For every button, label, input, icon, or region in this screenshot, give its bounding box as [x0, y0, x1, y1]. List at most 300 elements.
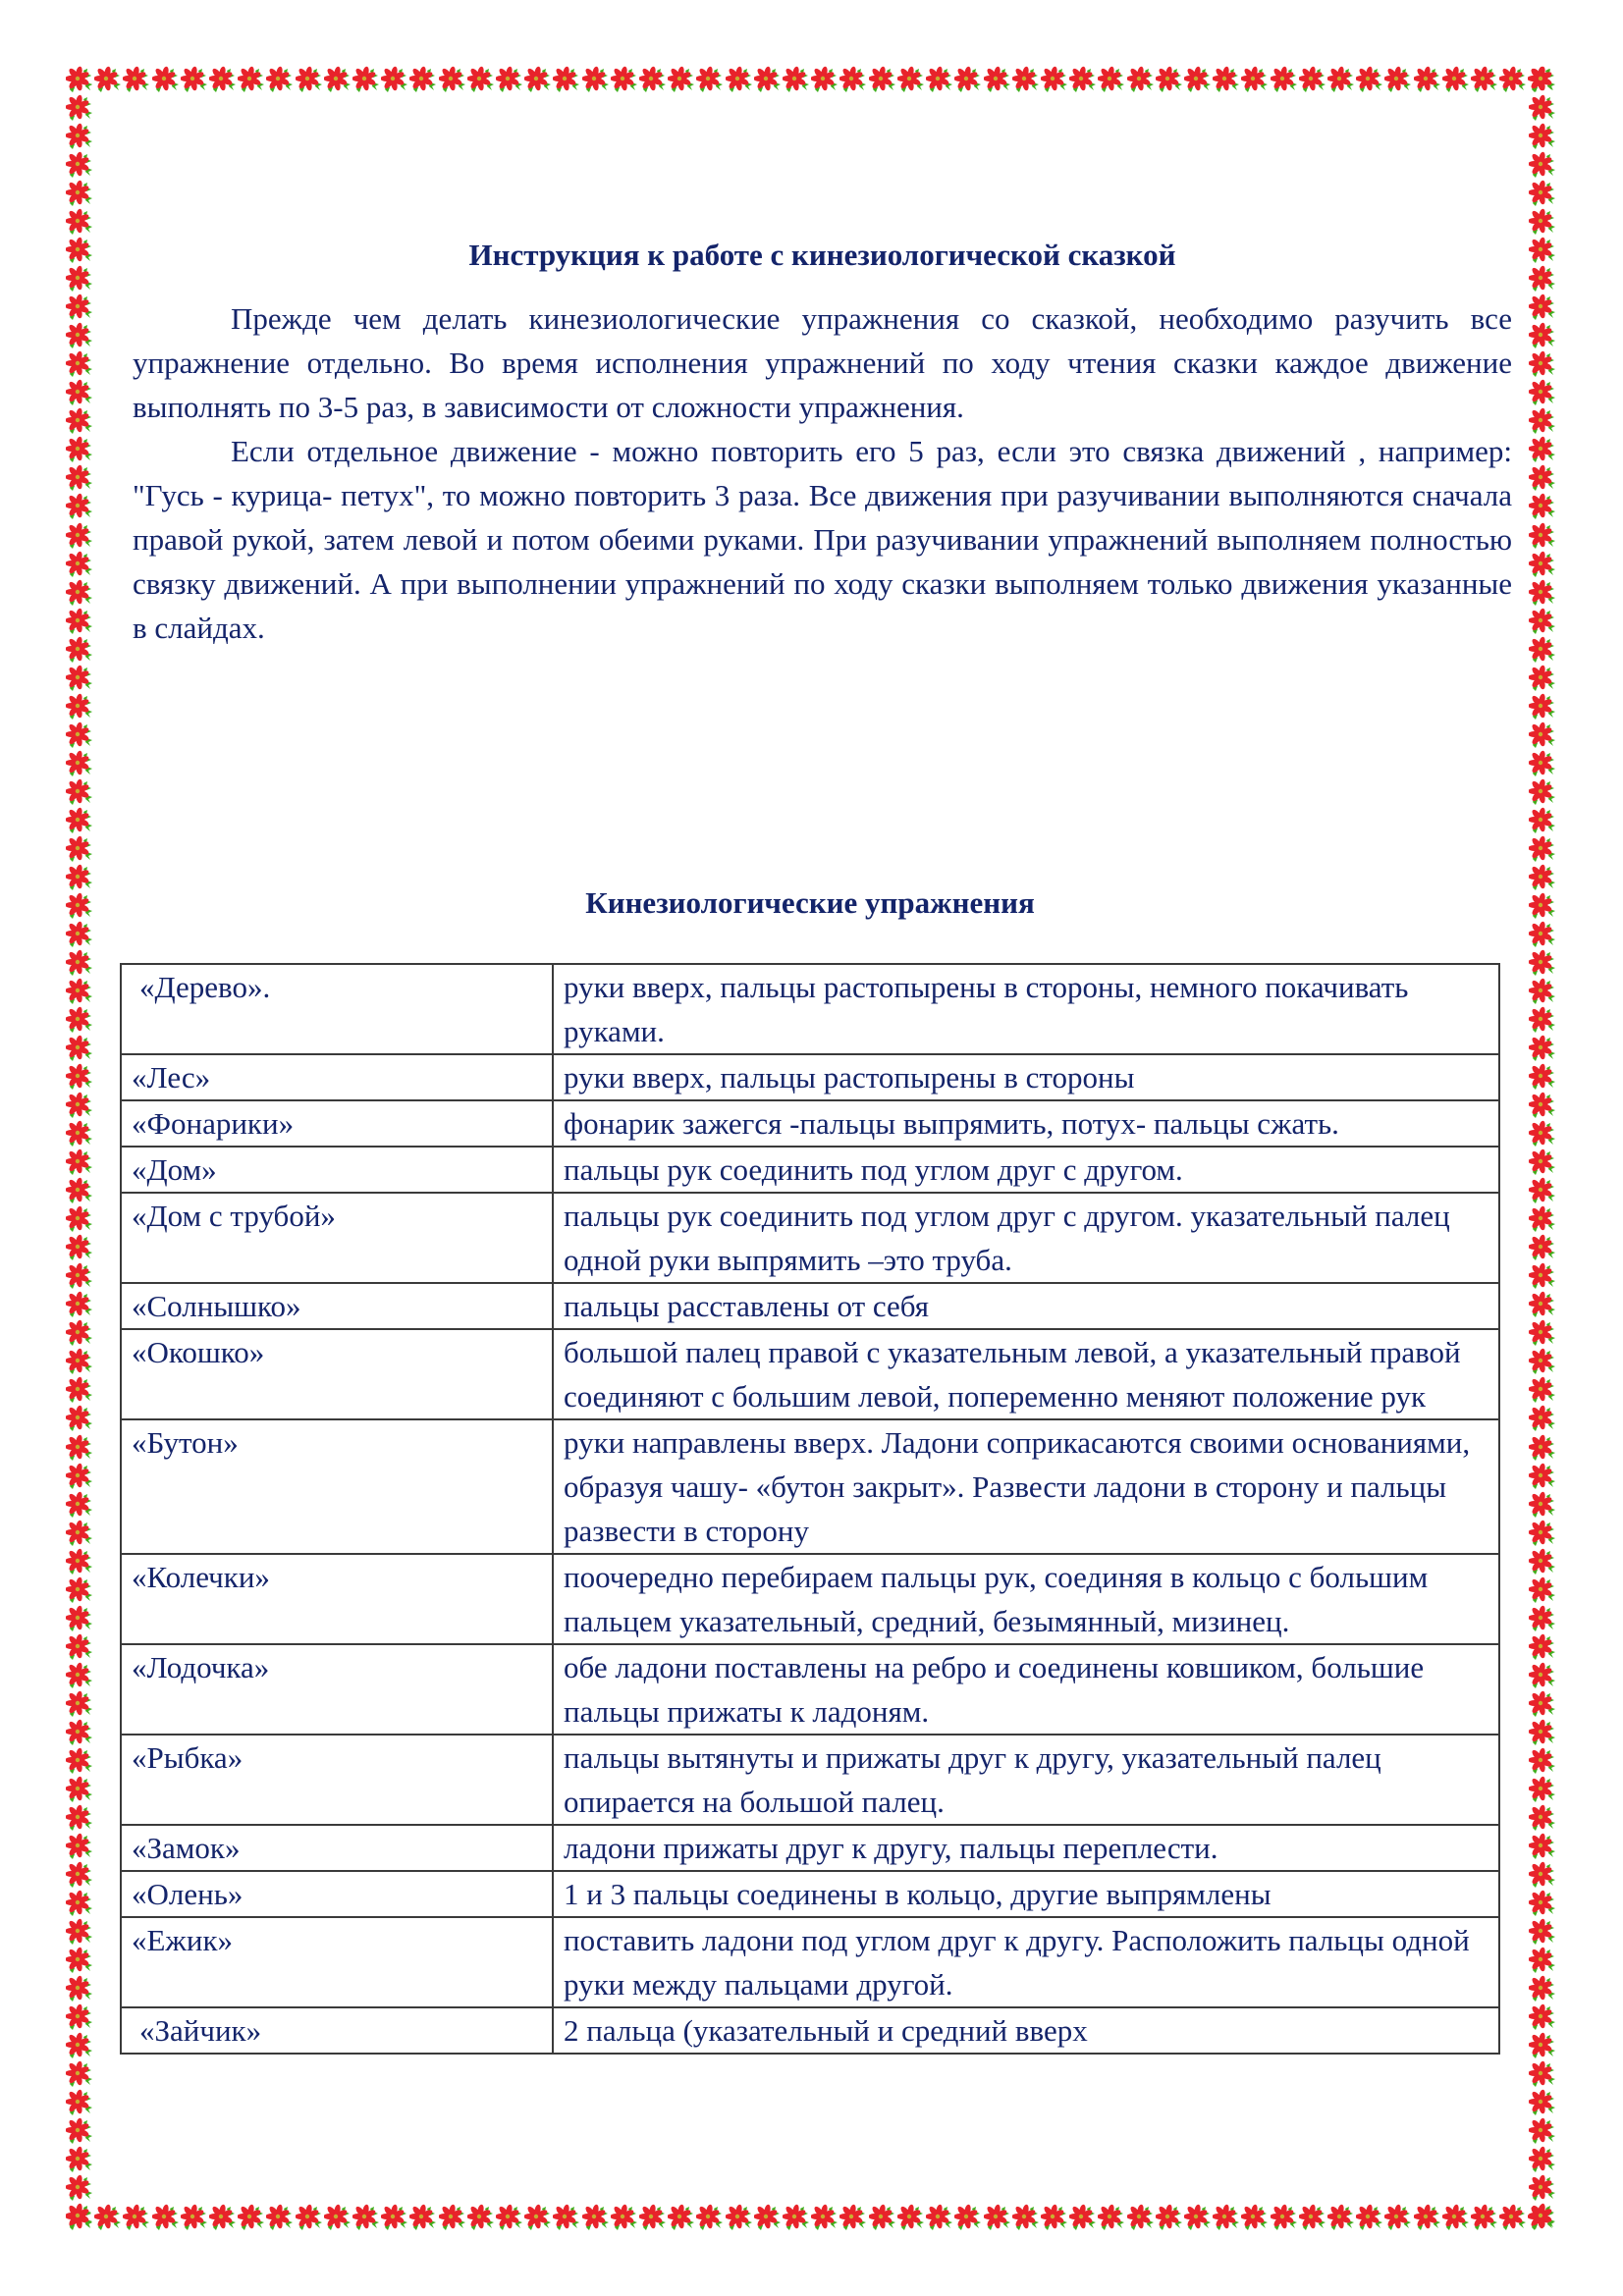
poinsettia-flower-icon [66, 1120, 93, 1148]
poinsettia-flower-icon [1414, 2204, 1441, 2231]
table-row [121, 1283, 1499, 1329]
poinsettia-flower-icon [1529, 237, 1556, 264]
poinsettia-flower-icon [1012, 66, 1040, 93]
poinsettia-flower-icon [611, 2204, 638, 2231]
poinsettia-flower-icon [66, 693, 93, 721]
poinsettia-flower-icon [1529, 978, 1556, 1005]
poinsettia-flower-icon [524, 2204, 552, 2231]
poinsettia-flower-icon [496, 66, 523, 93]
poinsettia-flower-icon [1098, 2204, 1125, 2231]
table-row [121, 1147, 1499, 1193]
poinsettia-flower-icon [1356, 2204, 1383, 2231]
poinsettia-flower-icon [1529, 1975, 1556, 2002]
poinsettia-flower-icon [1299, 2204, 1326, 2231]
poinsettia-flower-icon [66, 1463, 93, 1490]
poinsettia-flower-icon [66, 350, 93, 378]
poinsettia-flower-icon [1499, 66, 1527, 93]
exercise-name: «Окошко» [121, 1329, 553, 1419]
poinsettia-flower-icon [66, 636, 93, 664]
poinsettia-flower-icon [352, 2204, 380, 2231]
poinsettia-flower-icon [869, 66, 896, 93]
poinsettia-flower-icon [409, 66, 437, 93]
poinsettia-flower-icon [66, 1662, 93, 1689]
poinsettia-flower-icon [66, 1975, 93, 2002]
poinsettia-flower-icon [1529, 94, 1556, 122]
exercise-description: руки вверх, пальцы растопырены в стороны, немного покачивать руками. [553, 964, 1499, 1054]
poinsettia-flower-icon [639, 2204, 667, 2231]
exercise-description: поставить ладони под углом друг к другу. Расположить пальцы одной руки между пальцами другой. [553, 1917, 1499, 2007]
poinsettia-flower-icon [94, 2204, 122, 2231]
poinsettia-flower-icon [66, 522, 93, 550]
poinsettia-flower-icon [66, 151, 93, 179]
poinsettia-flower-icon [66, 2146, 93, 2173]
poinsettia-flower-icon [1529, 1776, 1556, 1803]
poinsettia-flower-icon [66, 1376, 93, 1404]
poinsettia-flower-icon [783, 66, 810, 93]
border-top [66, 66, 1556, 93]
poinsettia-flower-icon [926, 66, 953, 93]
exercise-name: «Колечки» [121, 1554, 553, 1644]
table-heading: Кинезиологические упражнения [585, 885, 1035, 920]
exercise-description: пальцы рук соединить под углом друг с другом. [553, 1147, 1499, 1193]
exercise-name: «Солнышко» [121, 1283, 553, 1329]
poinsettia-flower-icon [1529, 1006, 1556, 1034]
poinsettia-flower-icon [66, 2032, 93, 2059]
poinsettia-flower-icon [66, 208, 93, 236]
table-row [121, 1419, 1499, 1554]
poinsettia-flower-icon [439, 66, 466, 93]
exercise-description: большой палец правой с указательным левой, а указательный правой соединяют с большим левой, попеременно меняют положение рук [553, 1329, 1499, 1419]
poinsettia-flower-icon [1529, 493, 1556, 520]
poinsettia-flower-icon [66, 721, 93, 749]
poinsettia-flower-icon [1529, 1063, 1556, 1091]
poinsettia-flower-icon [1299, 66, 1326, 93]
poinsettia-flower-icon [954, 66, 982, 93]
poinsettia-flower-icon [123, 2204, 150, 2231]
exercise-name: «Замок» [121, 1825, 553, 1871]
document-title: Инструкция к работе с кинезиологической сказкой [468, 238, 1176, 272]
poinsettia-flower-icon [1529, 1434, 1556, 1462]
poinsettia-flower-icon [553, 2204, 580, 2231]
poinsettia-flower-icon [66, 1063, 93, 1091]
poinsettia-flower-icon [409, 2204, 437, 2231]
poinsettia-flower-icon [1529, 636, 1556, 664]
table-row [121, 1193, 1499, 1283]
poinsettia-flower-icon [1529, 1548, 1556, 1575]
poinsettia-flower-icon [1529, 1576, 1556, 1604]
poinsettia-flower-icon [1529, 1092, 1556, 1119]
poinsettia-flower-icon [66, 864, 93, 891]
poinsettia-flower-icon [754, 66, 782, 93]
poinsettia-flower-icon [324, 66, 352, 93]
table-row [121, 1825, 1499, 1871]
poinsettia-flower-icon [984, 2204, 1011, 2231]
poinsettia-flower-icon [352, 66, 380, 93]
poinsettia-flower-icon [1529, 379, 1556, 406]
poinsettia-flower-icon [1529, 1205, 1556, 1233]
poinsettia-flower-icon [1098, 66, 1125, 93]
poinsettia-flower-icon [496, 2204, 523, 2231]
poinsettia-flower-icon [1529, 892, 1556, 920]
exercise-name: «Дерево». [121, 964, 553, 1054]
poinsettia-flower-icon [324, 2204, 352, 2231]
poinsettia-flower-icon [954, 2204, 982, 2231]
poinsettia-flower-icon [152, 2204, 180, 2231]
poinsettia-flower-icon [926, 2204, 953, 2231]
table-row [121, 2007, 1499, 2054]
border-right [1529, 66, 1556, 2231]
border-bottom [66, 2204, 1556, 2231]
poinsettia-flower-icon [66, 807, 93, 834]
poinsettia-flower-icon [1529, 1376, 1556, 1404]
poinsettia-flower-icon [66, 1092, 93, 1119]
poinsettia-flower-icon [696, 66, 724, 93]
poinsettia-flower-icon [1529, 721, 1556, 749]
poinsettia-flower-icon [66, 978, 93, 1005]
poinsettia-flower-icon [1529, 1348, 1556, 1375]
poinsettia-flower-icon [1529, 864, 1556, 891]
poinsettia-flower-icon [381, 2204, 408, 2231]
exercise-description: ладони прижаты друг к другу, пальцы переплести. [553, 1825, 1499, 1871]
poinsettia-flower-icon [66, 1205, 93, 1233]
poinsettia-flower-icon [1529, 1861, 1556, 1889]
poinsettia-flower-icon [66, 180, 93, 207]
poinsettia-flower-icon [1271, 66, 1298, 93]
poinsettia-flower-icon [839, 66, 867, 93]
poinsettia-flower-icon [1529, 921, 1556, 948]
poinsettia-flower-icon [1127, 66, 1155, 93]
poinsettia-flower-icon [1529, 1605, 1556, 1632]
poinsettia-flower-icon [1442, 2204, 1470, 2231]
poinsettia-flower-icon [1213, 66, 1240, 93]
poinsettia-flower-icon [66, 1234, 93, 1261]
exercise-name: «Ежик» [121, 1917, 553, 2007]
poinsettia-flower-icon [1529, 1491, 1556, 1519]
poinsettia-flower-icon [66, 1348, 93, 1375]
poinsettia-flower-icon [1384, 2204, 1412, 2231]
poinsettia-flower-icon [66, 1148, 93, 1176]
poinsettia-flower-icon [1384, 66, 1412, 93]
poinsettia-flower-icon [1529, 1890, 1556, 1917]
poinsettia-flower-icon [66, 2060, 93, 2088]
poinsettia-flower-icon [1529, 294, 1556, 321]
poinsettia-flower-icon [1529, 265, 1556, 293]
poinsettia-flower-icon [66, 551, 93, 578]
poinsettia-flower-icon [1529, 2146, 1556, 2173]
poinsettia-flower-icon [66, 1633, 93, 1661]
poinsettia-flower-icon [897, 2204, 925, 2231]
poinsettia-flower-icon [66, 1861, 93, 1889]
poinsettia-flower-icon [1156, 2204, 1183, 2231]
poinsettia-flower-icon [1529, 407, 1556, 435]
poinsettia-flower-icon [66, 265, 93, 293]
poinsettia-flower-icon [266, 66, 294, 93]
poinsettia-flower-icon [1529, 1947, 1556, 1974]
poinsettia-flower-icon [1529, 1833, 1556, 1860]
poinsettia-flower-icon [1529, 436, 1556, 463]
poinsettia-flower-icon [66, 407, 93, 435]
poinsettia-flower-icon [783, 2204, 810, 2231]
exercise-description: руки вверх, пальцы растопырены в стороны [553, 1054, 1499, 1100]
poinsettia-flower-icon [467, 66, 495, 93]
poinsettia-flower-icon [1529, 2203, 1556, 2230]
poinsettia-flower-icon [66, 1434, 93, 1462]
poinsettia-flower-icon [726, 66, 753, 93]
poinsettia-flower-icon [726, 2204, 753, 2231]
poinsettia-flower-icon [553, 66, 580, 93]
poinsettia-flower-icon [1012, 2204, 1040, 2231]
poinsettia-flower-icon [984, 66, 1011, 93]
poinsettia-flower-icon [66, 1491, 93, 1519]
poinsettia-flower-icon [66, 2117, 93, 2145]
poinsettia-flower-icon [1529, 665, 1556, 692]
poinsettia-flower-icon [209, 2204, 237, 2231]
poinsettia-flower-icon [66, 2089, 93, 2116]
table-row [121, 1329, 1499, 1419]
poinsettia-flower-icon [181, 66, 208, 93]
exercise-description: поочередно перебираем пальцы рук, соединяя в кольцо с большим пальцем указательный, средний, безымянный, мизинец. [553, 1554, 1499, 1644]
poinsettia-flower-icon [1499, 2204, 1527, 2231]
poinsettia-flower-icon [1529, 180, 1556, 207]
poinsettia-flower-icon [1156, 66, 1183, 93]
poinsettia-flower-icon [66, 778, 93, 806]
poinsettia-flower-icon [1127, 2204, 1155, 2231]
poinsettia-flower-icon [238, 2204, 265, 2231]
poinsettia-flower-icon [1529, 1177, 1556, 1204]
poinsettia-flower-icon [152, 66, 180, 93]
poinsettia-flower-icon [381, 66, 408, 93]
poinsettia-flower-icon [66, 379, 93, 406]
poinsettia-flower-icon [66, 1291, 93, 1318]
poinsettia-flower-icon [181, 2204, 208, 2231]
poinsettia-flower-icon [639, 66, 667, 93]
poinsettia-flower-icon [1184, 2204, 1212, 2231]
poinsettia-flower-icon [66, 1719, 93, 1746]
poinsettia-flower-icon [1529, 66, 1556, 93]
poinsettia-flower-icon [1213, 2204, 1240, 2231]
poinsettia-flower-icon [1529, 835, 1556, 863]
exercise-description: пальцы вытянуты и прижаты друг к другу, указательный палец опирается на большой палец. [553, 1735, 1499, 1825]
poinsettia-flower-icon [66, 2174, 93, 2202]
poinsettia-flower-icon [1529, 1035, 1556, 1062]
poinsettia-flower-icon [66, 608, 93, 635]
exercises-table [120, 963, 1500, 2055]
poinsettia-flower-icon [66, 1576, 93, 1604]
poinsettia-flower-icon [209, 66, 237, 93]
poinsettia-flower-icon [296, 2204, 323, 2231]
poinsettia-flower-icon [66, 66, 93, 93]
poinsettia-flower-icon [1069, 2204, 1097, 2231]
poinsettia-flower-icon [66, 921, 93, 948]
poinsettia-flower-icon [66, 1548, 93, 1575]
table-row [121, 1871, 1499, 1917]
poinsettia-flower-icon [1184, 66, 1212, 93]
exercise-description: руки направлены вверх. Ладони соприкасаются своими основаниями, образуя чашу- «бутон закрыт». Развести ладони в сторону и пальцы развести в сторону [553, 1419, 1499, 1554]
poinsettia-flower-icon [66, 1747, 93, 1775]
poinsettia-flower-icon [1529, 2089, 1556, 2116]
table-row [121, 1644, 1499, 1735]
paragraph-1: Прежде чем делать кинезиологические упражнения со сказкой, необходимо разучить все упражнение отдельно. Во время исполнения упражнений по ходу чтения сказки каждое движение выполнять по 3-5 раз, в зависимости от сложности упражнения. [133, 301, 1512, 424]
poinsettia-flower-icon [66, 94, 93, 122]
poinsettia-flower-icon [869, 2204, 896, 2231]
poinsettia-flower-icon [1529, 350, 1556, 378]
poinsettia-flower-icon [66, 464, 93, 492]
poinsettia-flower-icon [1327, 2204, 1355, 2231]
poinsettia-flower-icon [1529, 151, 1556, 179]
table-row [121, 964, 1499, 1054]
poinsettia-flower-icon [1529, 2117, 1556, 2145]
poinsettia-flower-icon [66, 1520, 93, 1547]
poinsettia-flower-icon [266, 2204, 294, 2231]
poinsettia-flower-icon [66, 237, 93, 264]
poinsettia-flower-icon [1529, 1405, 1556, 1432]
poinsettia-flower-icon [439, 2204, 466, 2231]
poinsettia-flower-icon [66, 436, 93, 463]
poinsettia-flower-icon [66, 1804, 93, 1832]
exercise-name: «Лес» [121, 1054, 553, 1100]
poinsettia-flower-icon [754, 2204, 782, 2231]
poinsettia-flower-icon [668, 66, 695, 93]
poinsettia-flower-icon [66, 1319, 93, 1347]
poinsettia-flower-icon [238, 66, 265, 93]
poinsettia-flower-icon [524, 66, 552, 93]
poinsettia-flower-icon [66, 1405, 93, 1432]
poinsettia-flower-icon [1529, 693, 1556, 721]
poinsettia-flower-icon [1529, 1262, 1556, 1290]
poinsettia-flower-icon [839, 2204, 867, 2231]
exercise-name: «Олень» [121, 1871, 553, 1917]
exercise-name: «Рыбка» [121, 1735, 553, 1825]
poinsettia-flower-icon [123, 66, 150, 93]
poinsettia-flower-icon [1529, 1804, 1556, 1832]
poinsettia-flower-icon [1471, 66, 1498, 93]
poinsettia-flower-icon [66, 294, 93, 321]
poinsettia-flower-icon [1241, 2204, 1269, 2231]
poinsettia-flower-icon [1529, 464, 1556, 492]
poinsettia-flower-icon [66, 1833, 93, 1860]
poinsettia-flower-icon [1271, 2204, 1298, 2231]
poinsettia-flower-icon [66, 949, 93, 977]
poinsettia-flower-icon [66, 1035, 93, 1062]
exercise-name: «Лодочка» [121, 1644, 553, 1735]
poinsettia-flower-icon [66, 1605, 93, 1632]
poinsettia-flower-icon [66, 1776, 93, 1803]
poinsettia-flower-icon [1529, 1690, 1556, 1718]
table-row [121, 1554, 1499, 1644]
poinsettia-flower-icon [1529, 608, 1556, 635]
poinsettia-flower-icon [582, 66, 610, 93]
poinsettia-flower-icon [1529, 1463, 1556, 1490]
exercise-description: пальцы расставлены от себя [553, 1283, 1499, 1329]
poinsettia-flower-icon [1529, 778, 1556, 806]
poinsettia-flower-icon [66, 1006, 93, 1034]
poinsettia-flower-icon [1529, 208, 1556, 236]
exercise-description: 2 пальца (указательный и средний вверх [553, 2007, 1499, 2054]
poinsettia-flower-icon [1442, 66, 1470, 93]
poinsettia-flower-icon [1529, 1719, 1556, 1746]
poinsettia-flower-icon [66, 1262, 93, 1290]
poinsettia-flower-icon [66, 2003, 93, 2031]
border-left [66, 66, 93, 2231]
poinsettia-flower-icon [1529, 551, 1556, 578]
poinsettia-flower-icon [811, 2204, 839, 2231]
poinsettia-flower-icon [467, 2204, 495, 2231]
table-row [121, 1917, 1499, 2007]
poinsettia-flower-icon [1529, 2003, 1556, 2031]
poinsettia-flower-icon [1529, 1148, 1556, 1176]
poinsettia-flower-icon [296, 66, 323, 93]
poinsettia-flower-icon [66, 1177, 93, 1204]
exercise-name: «Дом» [121, 1147, 553, 1193]
poinsettia-flower-icon [1529, 1319, 1556, 1347]
poinsettia-flower-icon [66, 2203, 93, 2230]
exercise-name: «Дом с трубой» [121, 1193, 553, 1283]
poinsettia-flower-icon [1529, 1291, 1556, 1318]
poinsettia-flower-icon [66, 123, 93, 150]
exercise-description: фонарик зажегся -пальцы выпрямить, потух- пальцы сжать. [553, 1100, 1499, 1147]
poinsettia-flower-icon [1529, 1918, 1556, 1946]
poinsettia-flower-icon [582, 2204, 610, 2231]
poinsettia-flower-icon [1529, 1662, 1556, 1689]
paragraph-2: Если отдельное движение - можно повторить его 5 раз, если это связка движений , например: "Гусь - курица- петух", то можно повторить 3 раза. Все движения при разучивании выполняются сначала правой рукой, затем левой и потом обеими руками. При разучивании упражнений выполняем полностью связку движений. А при выполнении упражнений по ходу сказки выполняем только движения указанные в слайдах. [133, 434, 1512, 645]
document-body [133, 236, 1512, 650]
table-row [121, 1735, 1499, 1825]
exercise-name: «Зайчик» [121, 2007, 553, 2054]
poinsettia-flower-icon [811, 66, 839, 93]
poinsettia-flower-icon [1529, 522, 1556, 550]
poinsettia-flower-icon [1529, 123, 1556, 150]
poinsettia-flower-icon [1471, 2204, 1498, 2231]
table-row [121, 1100, 1499, 1147]
exercise-description: обе ладони поставлены на ребро и соединены ковшиком, большие пальцы прижаты к ладоням. [553, 1644, 1499, 1735]
poinsettia-flower-icon [1529, 579, 1556, 607]
table-row [121, 1054, 1499, 1100]
poinsettia-flower-icon [66, 322, 93, 349]
poinsettia-flower-icon [1529, 2174, 1556, 2202]
poinsettia-flower-icon [66, 493, 93, 520]
poinsettia-flower-icon [66, 835, 93, 863]
poinsettia-flower-icon [1327, 66, 1355, 93]
poinsettia-flower-icon [668, 2204, 695, 2231]
poinsettia-flower-icon [1041, 66, 1068, 93]
exercise-name: «Бутон» [121, 1419, 553, 1554]
poinsettia-flower-icon [94, 66, 122, 93]
poinsettia-flower-icon [66, 665, 93, 692]
poinsettia-flower-icon [66, 1890, 93, 1917]
poinsettia-flower-icon [1529, 1120, 1556, 1148]
poinsettia-flower-icon [66, 750, 93, 777]
poinsettia-flower-icon [66, 1918, 93, 1946]
poinsettia-flower-icon [897, 66, 925, 93]
poinsettia-flower-icon [1529, 1633, 1556, 1661]
poinsettia-flower-icon [1356, 66, 1383, 93]
poinsettia-flower-icon [1529, 949, 1556, 977]
poinsettia-flower-icon [611, 66, 638, 93]
poinsettia-flower-icon [1041, 2204, 1068, 2231]
poinsettia-flower-icon [66, 1947, 93, 1974]
poinsettia-flower-icon [696, 2204, 724, 2231]
poinsettia-flower-icon [66, 1690, 93, 1718]
poinsettia-flower-icon [1529, 807, 1556, 834]
poinsettia-flower-icon [1069, 66, 1097, 93]
exercise-description: 1 и 3 пальцы соединены в кольцо, другие выпрямлены [553, 1871, 1499, 1917]
poinsettia-flower-icon [1241, 66, 1269, 93]
poinsettia-flower-icon [1529, 1520, 1556, 1547]
poinsettia-flower-icon [1529, 1234, 1556, 1261]
poinsettia-flower-icon [66, 892, 93, 920]
poinsettia-flower-icon [1414, 66, 1441, 93]
exercise-description: пальцы рук соединить под углом друг с другом. указательный палец одной руки выпрямить –это труба. [553, 1193, 1499, 1283]
